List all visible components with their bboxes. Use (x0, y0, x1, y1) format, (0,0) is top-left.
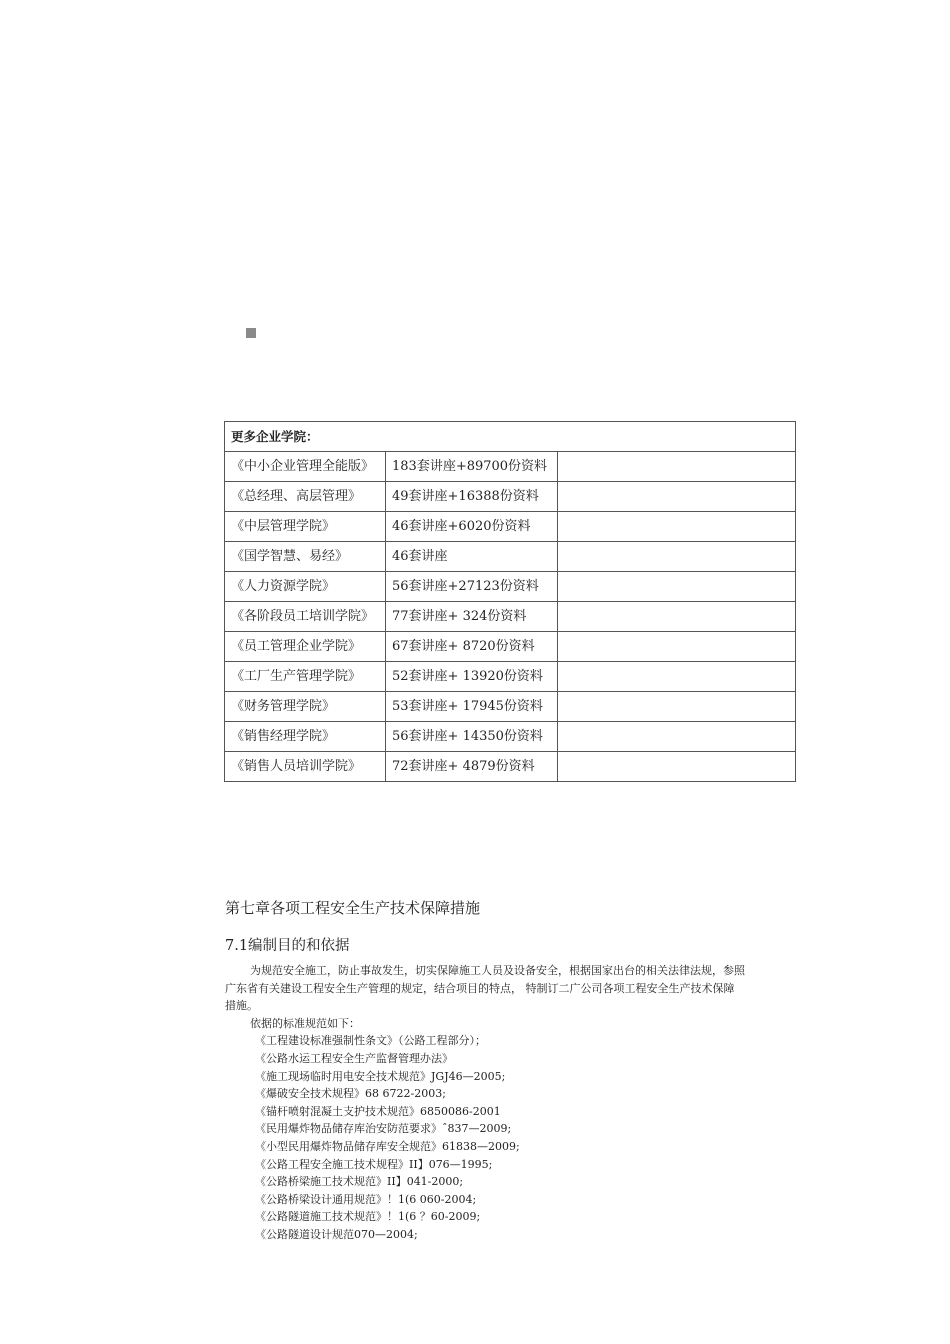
table-row (225, 572, 796, 602)
table-row (225, 482, 796, 512)
reference-item: 《民用爆炸物品储存库治安防范要求》ˆ837—2009; (255, 1122, 512, 1136)
reference-item: 《爆破安全技术规程》68 6722-2003; (255, 1087, 446, 1101)
references-list (225, 1032, 745, 1243)
course-content-cell: 56套讲座+27123份资料 (386, 572, 558, 602)
body-text (225, 962, 745, 1244)
reference-item: 《公路工程安全施工技术规程》II】076—1995; (255, 1157, 493, 1171)
course-content-cell: 46套讲座 (386, 542, 558, 572)
course-content-cell: 52套讲座+ 13920份资料 (386, 662, 558, 692)
course-name-cell: 《销售经理学院》 (225, 722, 386, 752)
course-extra-cell (558, 512, 796, 542)
course-extra-cell (558, 662, 796, 692)
table-row (225, 722, 796, 752)
course-name-cell: 《各阶段员工培训学院》 (225, 602, 386, 632)
table-header: 更多企业学院： (225, 422, 796, 452)
reference-item: 《公路水运工程安全生产监督管理办法》 (255, 1051, 453, 1065)
reference-item: 《施工现场临时用电安全技术规范》JGJ46—2005; (255, 1069, 506, 1083)
table-row (225, 602, 796, 632)
section-title: 7.1编制目的和依据 (225, 938, 350, 954)
reference-item: 《小型民用爆炸物品储存库安全规范》61838—2009; (255, 1139, 520, 1153)
reference-item: 《公路桥梁施工技术规范》II】041-2000; (255, 1175, 464, 1189)
course-content-cell: 77套讲座+ 324份资料 (386, 602, 558, 632)
references-intro: 依据的标准规范如下： (250, 1016, 360, 1030)
course-content-cell: 67套讲座+ 8720份资料 (386, 632, 558, 662)
course-name-cell: 《员工管理企业学院》 (225, 632, 386, 662)
course-name-cell: 《中小企业管理全能版》 (225, 452, 386, 482)
course-extra-cell (558, 572, 796, 602)
course-name-cell: 《国学智慧、易经》 (225, 542, 386, 572)
course-extra-cell (558, 752, 796, 782)
reference-item: 《公路桥梁设计通用规范》！1(6 060-2004; (255, 1192, 477, 1206)
reference-item: 《工程建设标准强制性条文》（公路工程部分）； (255, 1034, 486, 1048)
course-content-cell: 72套讲座+ 4879份资料 (386, 752, 558, 782)
table-row (225, 452, 796, 482)
course-extra-cell (558, 482, 796, 512)
table-row (225, 512, 796, 542)
reference-item: 《锚杆喷射混凝土支护技术规范》6850086-2001 (255, 1104, 501, 1118)
square-bullet-icon (246, 328, 256, 338)
course-name-cell: 《总经理、高层管理》 (225, 482, 386, 512)
course-extra-cell (558, 632, 796, 662)
course-content-cell: 49套讲座+16388份资料 (386, 482, 558, 512)
table-row (225, 542, 796, 572)
course-content-cell: 183套讲座+89700份资料 (386, 452, 558, 482)
course-extra-cell (558, 602, 796, 632)
course-name-cell: 《中层管理学院》 (225, 512, 386, 542)
intro-paragraph: 为规范安全施工，防止事故发生，切实保障施工人员及设备安全，根据国家出台的相关法律法规，参照广东省有关建设工程安全生产管理的规定，结合项目的特点， 特制订二广公司各项工程安全生产技术保障措施。 (225, 964, 745, 1013)
course-extra-cell (558, 722, 796, 752)
table-header-row (225, 422, 796, 452)
course-name-cell: 《工厂生产管理学院》 (225, 662, 386, 692)
course-content-cell: 53套讲座+ 17945份资料 (386, 692, 558, 722)
table-row (225, 752, 796, 782)
course-content-cell: 46套讲座+6020份资料 (386, 512, 558, 542)
course-extra-cell (558, 542, 796, 572)
course-content-cell: 56套讲座+ 14350份资料 (386, 722, 558, 752)
course-name-cell: 《销售人员培训学院》 (225, 752, 386, 782)
reference-item: 《公路隧道设计规范070—2004; (255, 1227, 418, 1241)
course-name-cell: 《人力资源学院》 (225, 572, 386, 602)
reference-item: 《公路隧道施工技术规范》！1(6 ？60-2009; (255, 1210, 481, 1224)
enterprise-courses-table (224, 421, 796, 782)
course-extra-cell (558, 692, 796, 722)
table-row (225, 662, 796, 692)
chapter-title: 第七章各项工程安全生产技术保障措施 (225, 899, 481, 917)
table-row (225, 632, 796, 662)
course-name-cell: 《财务管理学院》 (225, 692, 386, 722)
table-row (225, 692, 796, 722)
course-extra-cell (558, 452, 796, 482)
